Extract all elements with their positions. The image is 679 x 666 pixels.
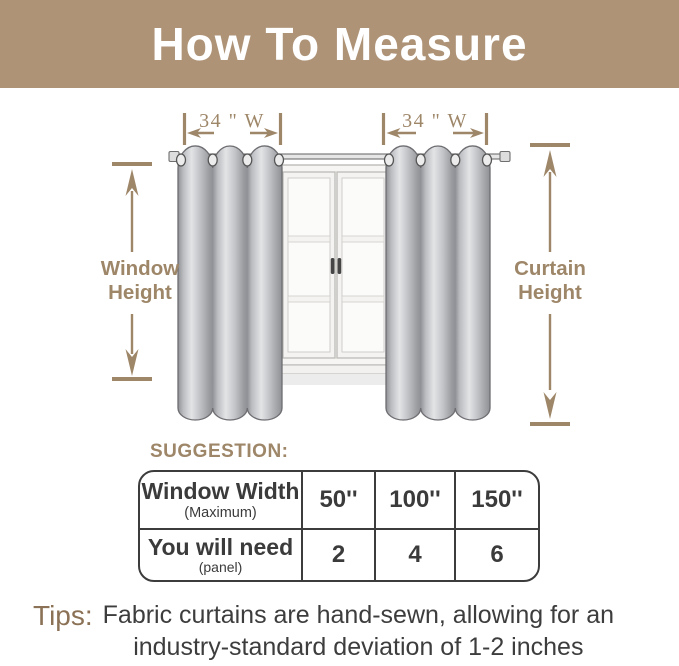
measure-diagram [0,88,679,440]
table-cell: 50'' [303,472,376,530]
table-header-window-width: Window Width (Maximum) [140,472,303,530]
suggestion-label: SUGGESTION: [150,441,289,462]
table-cell: 100'' [376,472,456,530]
tips-section [33,600,665,663]
table-cell: 6 [490,541,504,568]
window-illustration [273,165,397,385]
rod-finial-right [500,152,510,162]
window-left-muntin [288,296,330,302]
page-title: How To Measure [151,18,528,70]
window-right-muntin [342,296,384,302]
table-cell: 2 [303,530,376,580]
right-width-label: 34 " W [402,110,468,132]
tips-line-2: industry-standard deviation of 1-2 inches [133,632,584,661]
table-header-you-will-need: You will need (panel) [140,530,303,580]
arrowhead-down-icon [544,392,557,419]
curtain-panel-left [178,146,282,420]
tips-text [103,600,614,663]
window-handle [331,258,335,274]
curtain-height-label: Curtain [514,257,586,280]
window-left-muntin [288,236,330,242]
header-banner [0,0,679,88]
window-right-muntin [342,236,384,242]
tips-line-1: Fabric curtains are hand-sewn, allowing for an [102,601,615,629]
table-cell: 150'' [456,472,538,530]
curtain-panel-right [386,146,490,420]
table-cell: 4 [376,530,456,580]
window-sill-shadow [277,374,393,385]
window-handle [338,258,342,274]
tips-label: Tips: [33,600,93,631]
window-sill [273,365,397,374]
curtain-height-label: Height [518,281,582,304]
suggestion-table [138,470,540,582]
window-height-label: Window [100,257,180,280]
window-height-label: Height [108,281,172,304]
window-right-glass [342,178,384,352]
window-left-glass [288,178,330,352]
left-width-label: 34 " W [199,110,265,132]
